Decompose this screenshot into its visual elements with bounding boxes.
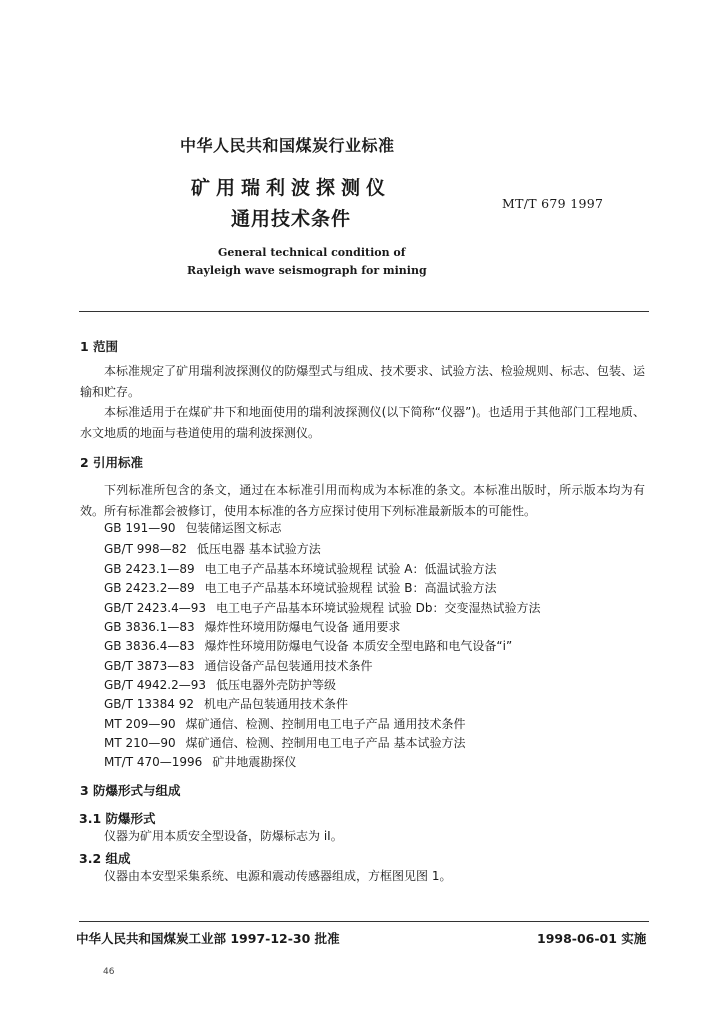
reference-title: 电工电子产品基本环境试验规程 试验 B：高温试验方法 xyxy=(204,581,497,595)
reference-code: GB 191—90 xyxy=(104,521,176,535)
reference-item xyxy=(104,599,540,616)
section-3-1-text: 仪器为矿用本质安全型设备，防爆标志为 iI。 xyxy=(104,829,343,843)
reference-title: 矿井地震勘探仪 xyxy=(212,755,297,769)
reference-item xyxy=(104,637,512,654)
reference-title: 低压电器外壳防护等级 xyxy=(215,678,336,692)
issuing-body-title: 中华人民共和国煤炭行业标准 xyxy=(180,136,395,155)
reference-item xyxy=(104,519,282,536)
reference-item xyxy=(104,753,296,770)
section-3-2-heading: 3.2 组成 xyxy=(79,851,131,866)
reference-code: MT/T 470—1996 xyxy=(104,755,203,769)
reference-item xyxy=(104,715,466,732)
reference-title: 煤矿通信、检测、控制用电工电子产品 通用技术条件 xyxy=(185,717,466,731)
section-3-1-heading: 3.1 防爆形式 xyxy=(79,811,156,826)
reference-item xyxy=(104,618,400,635)
reference-item xyxy=(104,657,373,674)
reference-code: GB/T 4942.2—93 xyxy=(104,678,206,692)
reference-title: 包装储运图文标志 xyxy=(185,521,282,535)
reference-code: GB/T 3873—83 xyxy=(104,659,195,673)
reference-title: 电工电子产品基本环境试验规程 试验 Db：交变湿热试验方法 xyxy=(215,601,541,615)
reference-item xyxy=(104,579,496,596)
reference-title: 低压电器 基本试验方法 xyxy=(196,542,321,556)
standard-title-line2: 通用技术条件 xyxy=(231,208,352,230)
section-3-2-text: 仪器由本安型采集系统、电源和震动传感器组成，方框图见图 1。 xyxy=(104,869,452,883)
reference-code: GB 3836.4—83 xyxy=(104,639,195,653)
page-number: 46 xyxy=(103,967,115,977)
section-2-paragraph-1: 下列标准所包含的条文，通过在本标准引用而构成为本标准的条文。本标准出版时，所示版本均为有效。所有标准都会被修订，使用本标准的各方应探讨使用下列标准最新版本的可能性。 xyxy=(80,483,645,518)
header-divider xyxy=(79,311,649,312)
reference-code: GB 2423.1—89 xyxy=(104,562,195,576)
reference-item xyxy=(104,695,348,712)
reference-title: 电工电子产品基本环境试验规程 试验 A：低温试验方法 xyxy=(204,562,497,576)
reference-code: GB 3836.1—83 xyxy=(104,620,195,634)
footer-divider xyxy=(79,921,649,922)
reference-item xyxy=(104,676,336,693)
reference-title: 爆炸性环境用防爆电气设备 通用要求 xyxy=(204,620,401,634)
implementation-date: 1998-06-01 实施 xyxy=(537,931,647,946)
reference-code: GB/T 998—82 xyxy=(104,542,187,556)
reference-title: 煤矿通信、检测、控制用电工电子产品 基本试验方法 xyxy=(185,736,466,750)
reference-code: GB 2423.2—89 xyxy=(104,581,195,595)
reference-title: 通信设备产品包装通用技术条件 xyxy=(204,659,373,673)
reference-item xyxy=(104,734,466,751)
english-title-line1: General technical condition of xyxy=(218,246,406,259)
section-1-paragraph-1: 本标准规定了矿用瑞利波探测仪的防爆型式与组成、技术要求、试验方法、检验规则、标志、包装、运输和贮存。 xyxy=(80,364,645,399)
reference-item xyxy=(104,560,496,577)
reference-title: 爆炸性环境用防爆电气设备 本质安全型电路和电气设备“i” xyxy=(204,639,513,653)
reference-title: 机电产品包装通用技术条件 xyxy=(203,697,348,711)
section-1-paragraph-2: 本标准适用于在煤矿井下和地面使用的瑞利波探测仪(以下简称“仪器”)。也适用于其他部门工程地质、水文地质的地面与巷道使用的瑞利波探测仪。 xyxy=(80,405,645,440)
section-3-heading: 3 防爆形式与组成 xyxy=(80,783,181,798)
reference-code: GB/T 2423.4—93 xyxy=(104,601,206,615)
english-title-line2: Rayleigh wave seismograph for mining xyxy=(187,264,427,277)
reference-code: MT 209—90 xyxy=(104,717,176,731)
reference-code: MT 210—90 xyxy=(104,736,176,750)
reference-item xyxy=(104,540,321,557)
section-2-heading: 2 引用标准 xyxy=(80,455,144,470)
reference-code: GB/T 13384 92 xyxy=(104,697,194,711)
standard-title-line1: 矿用瑞利波探测仪 xyxy=(191,177,392,199)
standard-code: MT/T 679 1997 xyxy=(502,196,604,211)
approval-statement: 中华人民共和国煤炭工业部 1997-12-30 批准 xyxy=(76,931,340,946)
section-1-heading: 1 范围 xyxy=(80,339,119,354)
